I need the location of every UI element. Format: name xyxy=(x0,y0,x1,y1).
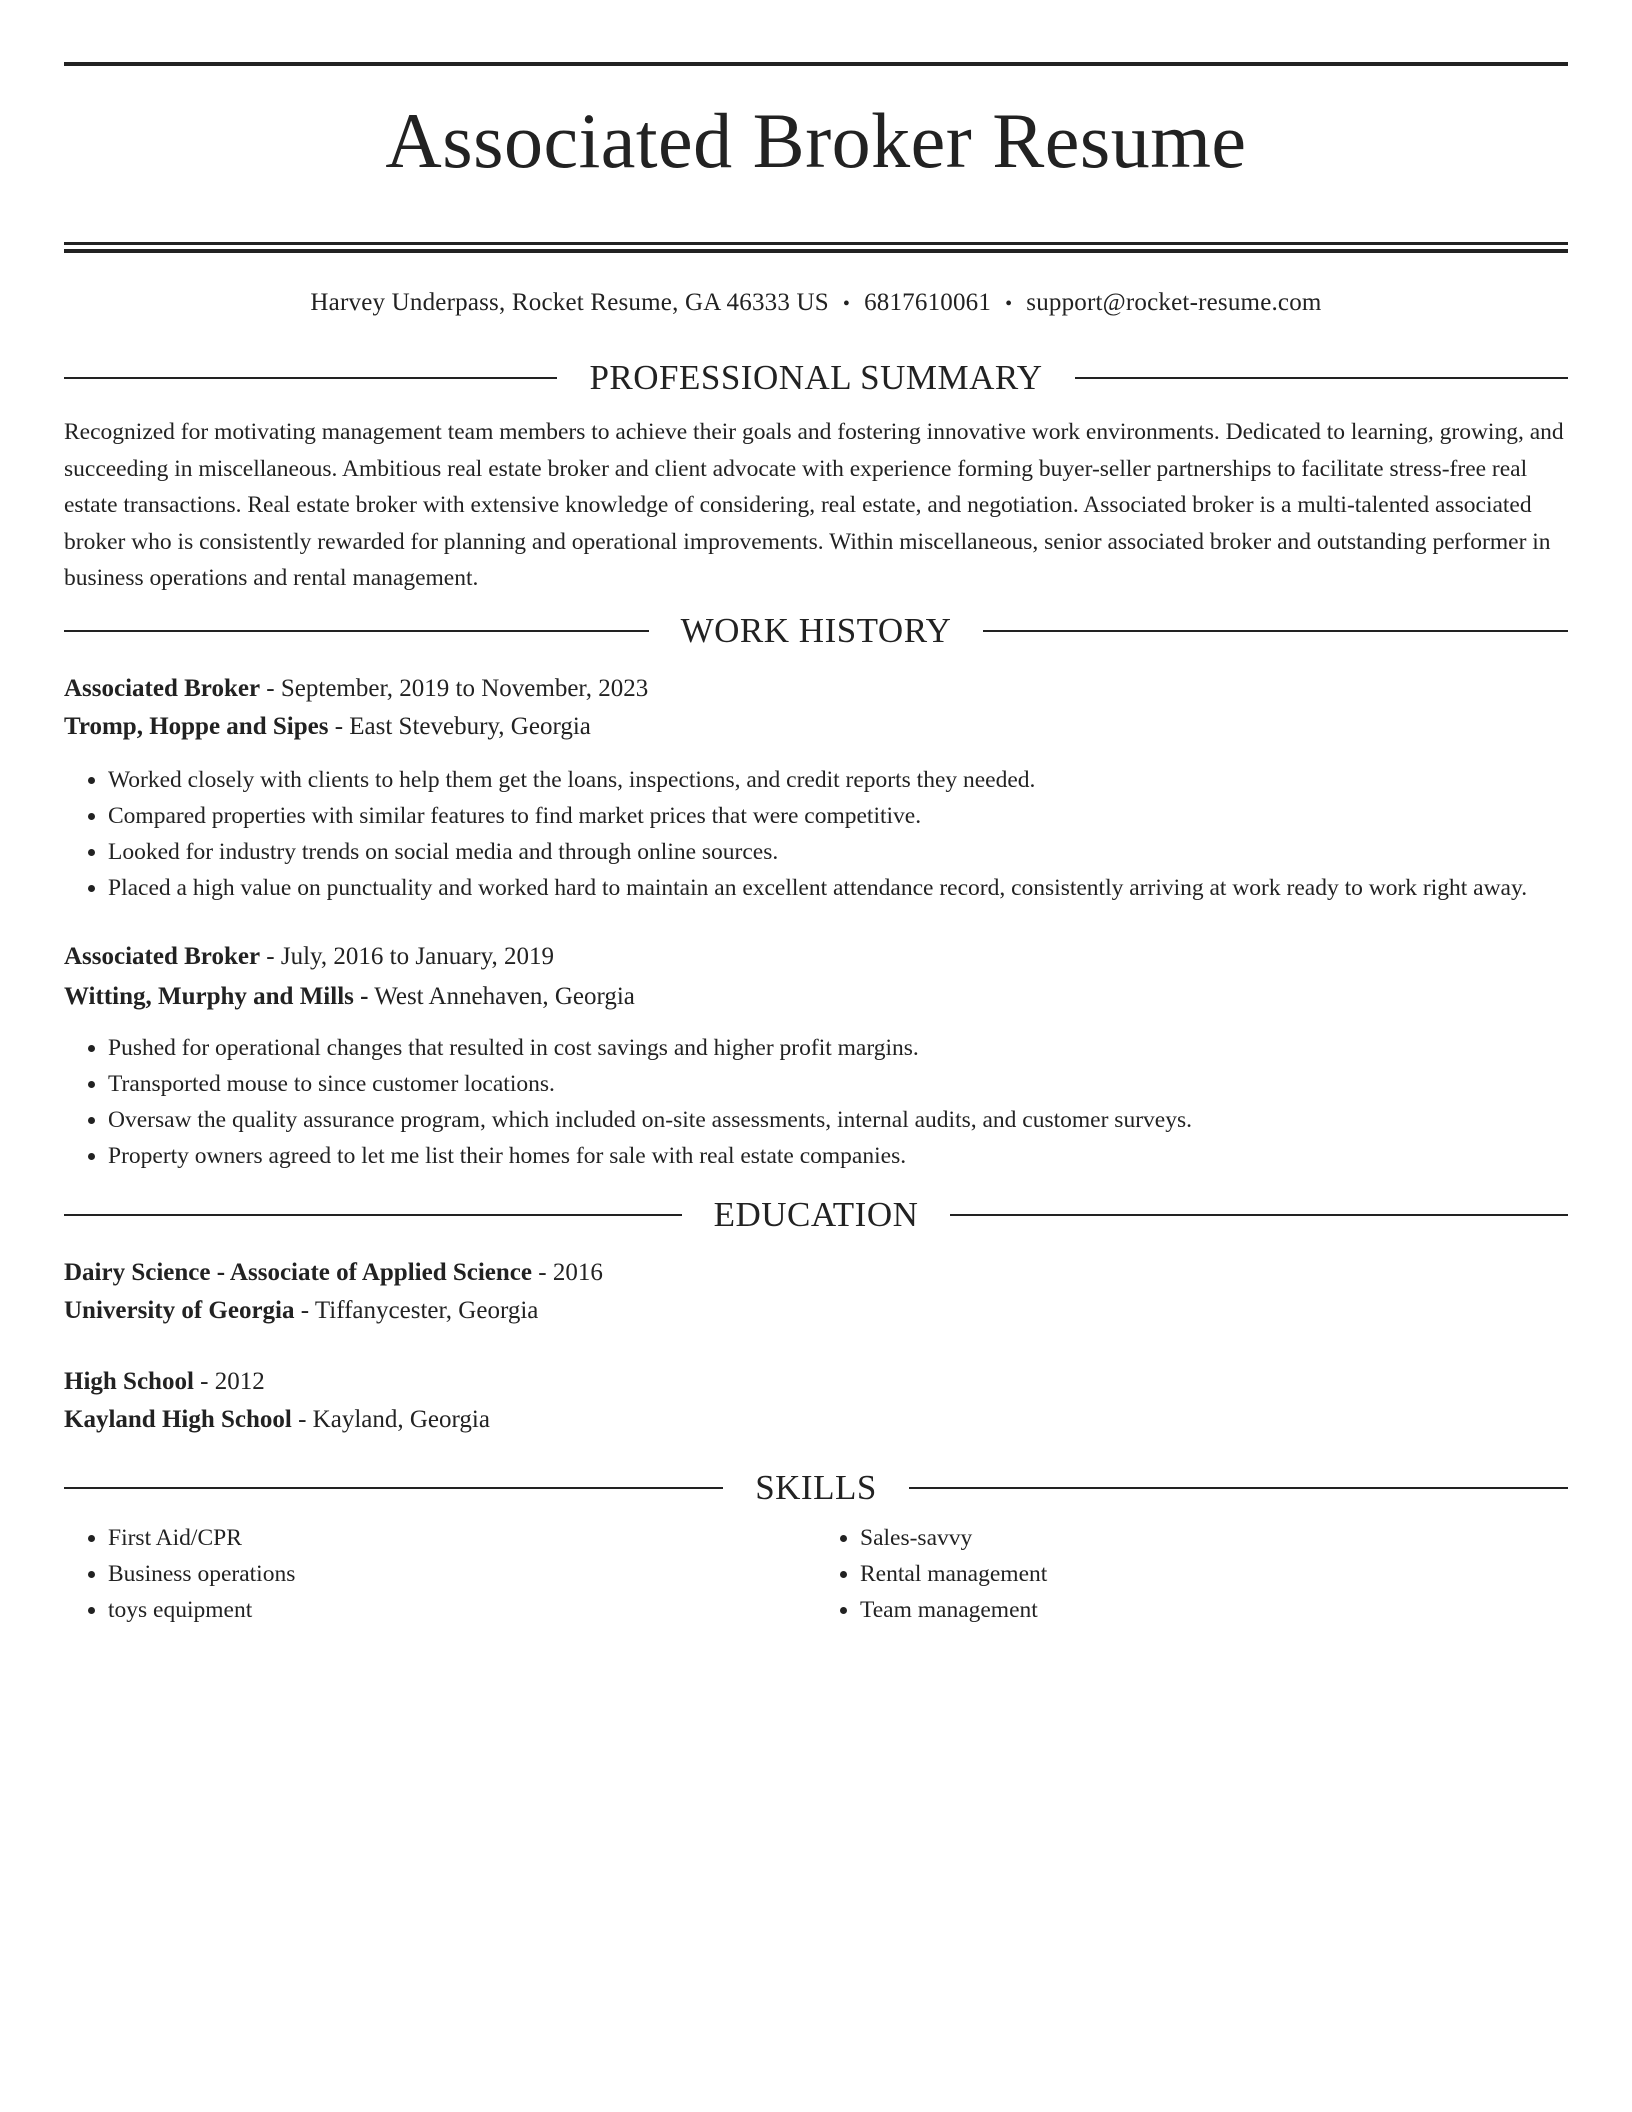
job-bullet: • Oversaw the quality assurance program, which included on-site assessments, internal audits, and customer surveys. xyxy=(108,1102,1568,1138)
job-entry xyxy=(64,938,1568,1174)
education-school-line xyxy=(64,1401,1568,1439)
education-heading-label: EDUCATION xyxy=(713,1194,919,1234)
contact-email: support@rocket-resume.com xyxy=(1026,289,1322,316)
skills-list xyxy=(64,1520,1568,1628)
skills-heading-label: SKILLS xyxy=(755,1467,877,1507)
education-school-line xyxy=(64,1292,1568,1330)
job-company: Witting, Murphy and Mills - xyxy=(64,982,369,1010)
education-entry xyxy=(64,1254,1568,1330)
heading-rule-right xyxy=(950,1214,1568,1216)
skill-item: • Business operations xyxy=(108,1556,816,1592)
summary-text: Recognized for motivating management team members to achieve their goals and fostering innovative work environments. Dedicated to learning, growing, and succeeding in miscellaneous. Ambitious real estate broker and client advocate with experience forming buyer-seller partnerships to facilitate stress-free real estate transactions. Real estate broker with extensive knowledge of considering, real estate, and negotiation. Associated broker is a multi-talented associated broker who is consistently rewarded for planning and operational improvements. Within miscellaneous, senior associated broker and outstanding performer in business operations and rental management. xyxy=(64,419,1564,591)
job-bullet: • Property owners agreed to let me list their homes for sale with real estate companies. xyxy=(108,1138,1568,1174)
job-bullet: • Looked for industry trends on social media and through online sources. xyxy=(108,834,1568,870)
skills-column-right xyxy=(816,1520,1568,1628)
job-bullet: • Compared properties with similar features to find market prices that were competitive. xyxy=(108,798,1568,834)
job-entry xyxy=(64,670,1568,906)
contact-line xyxy=(64,283,1568,323)
skill-item: • First Aid/CPR xyxy=(108,1520,816,1556)
education-location: - Kayland, Georgia xyxy=(291,1405,490,1433)
job-bullets xyxy=(64,762,1568,906)
skills-heading xyxy=(64,1463,1568,1513)
contact-phone: 6817610061 xyxy=(864,289,992,316)
work-history-heading xyxy=(64,606,1568,656)
job-company: Tromp, Hoppe and Sipes xyxy=(64,712,329,740)
contact-address: Harvey Underpass, Rocket Resume, GA 46333 US xyxy=(310,289,829,316)
job-company-line xyxy=(64,708,1568,746)
job-dates: - July, 2016 to January, 2019 xyxy=(260,942,554,970)
top-rule xyxy=(64,62,1568,66)
job-bullet: • Pushed for operational changes that resulted in cost savings and higher profit margins. xyxy=(108,1030,1568,1066)
education-degree-line xyxy=(64,1254,1568,1292)
job-bullet: • Placed a high value on punctuality and worked hard to maintain an excellent attendance record, consistently arriving at work ready to work right away. xyxy=(108,870,1568,906)
contact-separator: • xyxy=(1005,293,1013,315)
contact-separator: • xyxy=(842,293,851,315)
skill-item: • Sales-savvy xyxy=(860,1520,1568,1556)
job-title: Associated Broker xyxy=(64,942,261,970)
education-school: University of Georgia xyxy=(64,1296,295,1324)
heading-rule-left xyxy=(64,1214,682,1216)
skill-item: • Team management xyxy=(860,1592,1568,1628)
education-year: - 2012 xyxy=(193,1367,265,1395)
skill-item: • toys equipment xyxy=(108,1592,816,1628)
heading-rule-right xyxy=(909,1487,1568,1489)
heading-rule-right xyxy=(983,630,1568,632)
skills-column-left xyxy=(64,1520,816,1628)
job-bullet: • Worked closely with clients to help them get the loans, inspections, and credit reports they needed. xyxy=(108,762,1568,798)
work-history-heading-label: WORK HISTORY xyxy=(680,610,952,650)
job-location: - East Stevebury, Georgia xyxy=(328,712,591,740)
job-title: Associated Broker xyxy=(64,674,261,702)
heading-rule-right xyxy=(1075,377,1568,379)
education-degree: High School xyxy=(64,1367,194,1395)
job-bullets xyxy=(64,1030,1568,1174)
heading-rule-left xyxy=(64,1487,723,1489)
education-year: - 2016 xyxy=(532,1258,603,1286)
title-double-rule xyxy=(64,242,1568,253)
education-school: Kayland High School xyxy=(64,1405,292,1433)
summary-heading-label: PROFESSIONAL SUMMARY xyxy=(589,358,1043,397)
job-bullet: • Transported mouse to since customer locations. xyxy=(108,1066,1568,1102)
resume-title: Associated Broker Resume xyxy=(385,97,1247,184)
job-title-line xyxy=(64,670,1568,708)
summary-heading xyxy=(64,353,1568,403)
job-company-line xyxy=(64,978,1568,1016)
education-location: - Tiffanycester, Georgia xyxy=(294,1296,539,1324)
skill-item: • Rental management xyxy=(860,1556,1568,1592)
education-degree: Dairy Science - Associate of Applied Science xyxy=(64,1258,532,1286)
education-entry xyxy=(64,1363,1568,1439)
job-title-line xyxy=(64,938,1568,976)
heading-rule-left xyxy=(64,377,557,379)
education-heading xyxy=(64,1190,1568,1240)
heading-rule-left xyxy=(64,630,649,632)
job-location: West Annehaven, Georgia xyxy=(368,982,635,1010)
education-degree-line xyxy=(64,1363,1568,1401)
job-dates: - September, 2019 to November, 2023 xyxy=(260,674,649,702)
